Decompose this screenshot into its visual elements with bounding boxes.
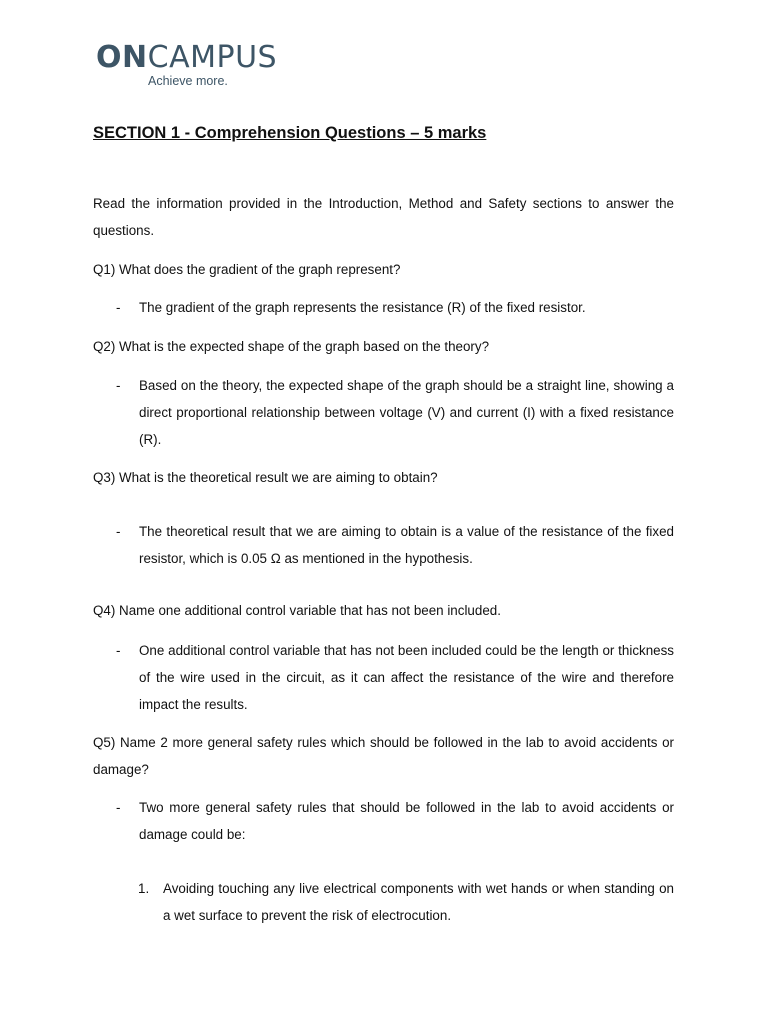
intro-paragraph: Read the information provided in the Introduction, Method and Safety sections to answer the questions. [93,196,674,238]
question-5: Q5) Name 2 more general safety rules which should be followed in the lab to avoid accidents or damage? [93,735,674,777]
logo-tagline: Achieve more. [148,74,228,88]
answer-5: Two more general safety rules that should be followed in the lab to avoid accidents or damage could be: [139,800,674,842]
safety-rule-1-number: 1. [138,881,150,896]
oncampus-logo [96,40,296,88]
section-title: SECTION 1 - Comprehension Questions – 5 marks [93,124,487,142]
answer-2-dash: - [116,378,121,393]
answer-1: The gradient of the graph represents the resistance (R) of the fixed resistor. [139,300,586,315]
question-2: Q2) What is the expected shape of the graph based on the theory? [93,339,490,354]
answer-3-dash: - [116,524,121,539]
logo-word-on: ON [96,40,148,75]
answer-2: Based on the theory, the expected shape of the graph should be a straight line, showing a direct proportional relationship between voltage (V) and current (I) with a fixed resistance (R). [139,378,674,447]
safety-rule-1: Avoiding touching any live electrical components with wet hands or when standing on a wet surface to prevent the risk of electrocution. [163,881,674,923]
answer-5-dash: - [116,800,121,815]
answer-1-dash: - [116,300,121,315]
question-1: Q1) What does the gradient of the graph represent? [93,262,401,277]
answer-4-dash: - [116,643,121,658]
question-4: Q4) Name one additional control variable that has not been included. [93,603,501,618]
question-3: Q3) What is the theoretical result we are aiming to obtain? [93,470,438,485]
logo-wordmark [96,40,296,76]
logo-word-campus: CAMPUS [147,40,278,75]
answer-4: One additional control variable that has not been included could be the length or thickness of the wire used in the circuit, as it can affect the resistance of the wire and therefore impact the results. [139,643,674,712]
answer-3: The theoretical result that we are aiming to obtain is a value of the resistance of the fixed resistor, which is 0.05 Ω as mentioned in the hypothesis. [139,524,674,566]
